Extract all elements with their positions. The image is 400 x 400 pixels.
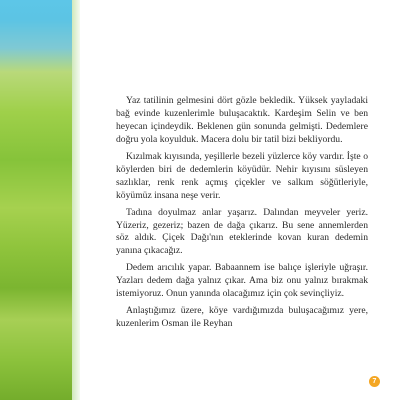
page-number-badge: 7 [369, 376, 380, 387]
book-page [80, 0, 400, 400]
story-text [116, 95, 368, 335]
paragraph-3: Tadına doyulmaz anlar yaşarız. Dalından meyveler yeriz. Yüzeriz, gezeriz; bazen de dağa çıkarız. Bu sene annemlerden söz aldık. Çiçek Dağı'nın eteklerinde kovan kuran dedemin yanına çıkacağız. [116, 206, 368, 257]
paragraph-4: Dedem arıcılık yapar. Babaannem ise balıçe işleriyle uğraşır. Yazları dedem dağa yalnız çıkar. Ama biz onu yalnız bırakmak istemiyoruz. Onun yanında olacağımız için çok sevinçliyiz. [116, 262, 368, 300]
paragraph-5: Anlaştığımız üzere, köye vardığımızda buluşacağımız yere, kuzenlerim Osman ile Reyhan [116, 305, 368, 330]
paragraph-2: Kızılmak kıyısında, yeşillerle bezeli yüzlerce köy vardır. İşte o köylerden biri de dedemlerin köyüdür. Nehir kıyısını süsleyen sazlıklar, renk renk açmış çiçekler ve salkım söğütleriyle, köyümüz insana neşe verir. [116, 150, 368, 201]
cover-illustration-strip [0, 0, 72, 400]
paragraph-1: Yaz tatilinin gelmesini dört gözle bekledik. Yüksek yayladaki bağ evinde kuzenlerimle buluşacaktık. Kardeşim Selin ve ben heyecan içindeydik. Beklenen gün sonunda gelmişti. Dedemlere doğru yola koyulduk. Macera dolu bir tatil bizi bekliyordu. [116, 95, 368, 145]
